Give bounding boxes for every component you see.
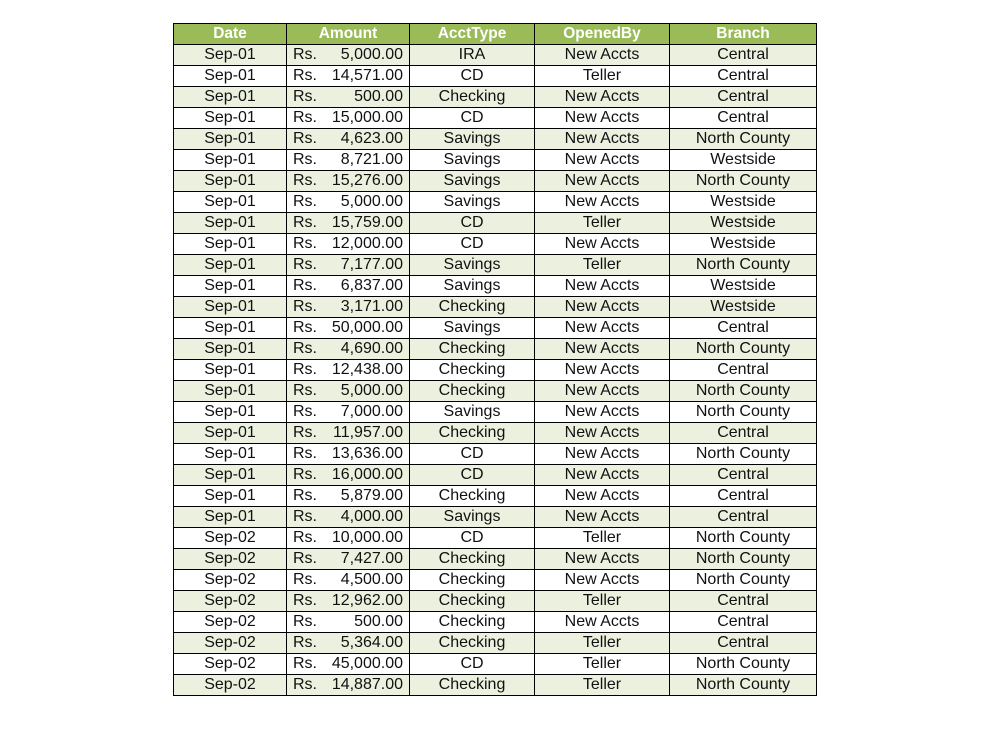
amount-value: 4,500.00 [340, 571, 403, 588]
cell-date: Sep-02 [174, 675, 287, 696]
cell-branch: Central [670, 45, 817, 66]
table-row [174, 339, 817, 360]
cell-amount [287, 549, 410, 570]
amount-value: 14,571.00 [331, 67, 403, 84]
currency-label: Rs. [293, 277, 317, 294]
cell-date: Sep-01 [174, 171, 287, 192]
cell-branch: Central [670, 507, 817, 528]
cell-branch: North County [670, 675, 817, 696]
currency-label: Rs. [293, 592, 317, 609]
table-row [174, 549, 817, 570]
cell-branch: North County [670, 570, 817, 591]
header-accttype: AcctType [410, 24, 535, 45]
cell-amount [287, 234, 410, 255]
cell-branch: Westside [670, 192, 817, 213]
currency-label: Rs. [293, 508, 317, 525]
table-row [174, 507, 817, 528]
amount-value: 7,427.00 [340, 550, 403, 567]
cell-date: Sep-02 [174, 612, 287, 633]
currency-label: Rs. [293, 424, 317, 441]
cell-branch: Central [670, 465, 817, 486]
cell-openedby: New Accts [535, 87, 670, 108]
cell-date: Sep-01 [174, 465, 287, 486]
cell-date: Sep-01 [174, 339, 287, 360]
cell-date: Sep-01 [174, 276, 287, 297]
cell-accttype: Checking [410, 297, 535, 318]
cell-date: Sep-01 [174, 108, 287, 129]
currency-label: Rs. [293, 571, 317, 588]
table-row [174, 633, 817, 654]
cell-accttype: Checking [410, 633, 535, 654]
cell-date: Sep-01 [174, 45, 287, 66]
cell-amount [287, 360, 410, 381]
table-row [174, 255, 817, 276]
cell-branch: Westside [670, 150, 817, 171]
cell-accttype: CD [410, 528, 535, 549]
header-openedby: OpenedBy [535, 24, 670, 45]
cell-branch: North County [670, 444, 817, 465]
table-body [174, 45, 817, 696]
table-row [174, 297, 817, 318]
cell-accttype: Savings [410, 402, 535, 423]
table-row [174, 213, 817, 234]
cell-accttype: Checking [410, 381, 535, 402]
currency-label: Rs. [293, 361, 317, 378]
cell-openedby: New Accts [535, 444, 670, 465]
currency-label: Rs. [293, 403, 317, 420]
table-row [174, 192, 817, 213]
cell-date: Sep-01 [174, 381, 287, 402]
cell-branch: North County [670, 549, 817, 570]
cell-branch: North County [670, 654, 817, 675]
cell-branch: Central [670, 108, 817, 129]
cell-openedby: New Accts [535, 45, 670, 66]
header-date: Date [174, 24, 287, 45]
cell-branch: Westside [670, 297, 817, 318]
cell-amount [287, 612, 410, 633]
cell-amount [287, 171, 410, 192]
amount-value: 4,623.00 [340, 130, 403, 147]
amount-value: 4,000.00 [340, 508, 403, 525]
currency-label: Rs. [293, 634, 317, 651]
cell-amount [287, 633, 410, 654]
cell-date: Sep-02 [174, 528, 287, 549]
cell-amount [287, 423, 410, 444]
cell-date: Sep-01 [174, 423, 287, 444]
cell-branch: North County [670, 255, 817, 276]
table-row [174, 570, 817, 591]
cell-amount [287, 87, 410, 108]
amount-value: 12,438.00 [331, 361, 403, 378]
currency-label: Rs. [293, 88, 317, 105]
cell-openedby: Teller [535, 66, 670, 87]
cell-accttype: Savings [410, 150, 535, 171]
cell-amount [287, 150, 410, 171]
table-row [174, 444, 817, 465]
cell-amount [287, 66, 410, 87]
cell-openedby: New Accts [535, 129, 670, 150]
currency-label: Rs. [293, 256, 317, 273]
cell-accttype: Checking [410, 339, 535, 360]
cell-date: Sep-01 [174, 297, 287, 318]
table-row [174, 171, 817, 192]
table-row [174, 486, 817, 507]
amount-value: 5,879.00 [340, 487, 403, 504]
amount-value: 5,364.00 [340, 634, 403, 651]
cell-openedby: New Accts [535, 402, 670, 423]
cell-branch: Central [670, 486, 817, 507]
amount-value: 5,000.00 [340, 382, 403, 399]
amount-value: 12,000.00 [331, 235, 403, 252]
amount-value: 5,000.00 [340, 46, 403, 63]
table-row [174, 381, 817, 402]
table-row [174, 150, 817, 171]
cell-accttype: Checking [410, 360, 535, 381]
currency-label: Rs. [293, 46, 317, 63]
amount-value: 7,177.00 [340, 256, 403, 273]
cell-accttype: Savings [410, 171, 535, 192]
currency-label: Rs. [293, 172, 317, 189]
table-header [174, 24, 817, 45]
amount-value: 50,000.00 [331, 319, 403, 336]
cell-amount [287, 297, 410, 318]
cell-accttype: CD [410, 108, 535, 129]
cell-openedby: Teller [535, 213, 670, 234]
table-row [174, 276, 817, 297]
cell-amount [287, 465, 410, 486]
amount-value: 7,000.00 [340, 403, 403, 420]
cell-openedby: New Accts [535, 108, 670, 129]
cell-amount [287, 507, 410, 528]
cell-accttype: Checking [410, 486, 535, 507]
cell-date: Sep-02 [174, 549, 287, 570]
cell-date: Sep-01 [174, 402, 287, 423]
cell-branch: Central [670, 318, 817, 339]
cell-branch: Central [670, 423, 817, 444]
currency-label: Rs. [293, 487, 317, 504]
cell-amount [287, 129, 410, 150]
cell-accttype: Checking [410, 549, 535, 570]
cell-date: Sep-01 [174, 129, 287, 150]
cell-amount [287, 45, 410, 66]
cell-openedby: New Accts [535, 297, 670, 318]
currency-label: Rs. [293, 445, 317, 462]
currency-label: Rs. [293, 676, 317, 693]
amount-value: 500.00 [354, 613, 403, 630]
amount-value: 15,759.00 [331, 214, 403, 231]
amount-value: 8,721.00 [340, 151, 403, 168]
table-row [174, 402, 817, 423]
cell-amount [287, 276, 410, 297]
cell-openedby: New Accts [535, 612, 670, 633]
cell-openedby: Teller [535, 675, 670, 696]
cell-openedby: New Accts [535, 192, 670, 213]
cell-branch: North County [670, 402, 817, 423]
cell-accttype: Checking [410, 675, 535, 696]
cell-branch: Westside [670, 234, 817, 255]
cell-openedby: New Accts [535, 486, 670, 507]
amount-value: 5,000.00 [340, 193, 403, 210]
table-row [174, 129, 817, 150]
currency-label: Rs. [293, 298, 317, 315]
header-branch: Branch [670, 24, 817, 45]
table-row [174, 45, 817, 66]
cell-date: Sep-02 [174, 633, 287, 654]
cell-amount [287, 402, 410, 423]
currency-label: Rs. [293, 319, 317, 336]
cell-accttype: Savings [410, 318, 535, 339]
currency-label: Rs. [293, 466, 317, 483]
cell-openedby: Teller [535, 255, 670, 276]
currency-label: Rs. [293, 340, 317, 357]
cell-openedby: Teller [535, 633, 670, 654]
cell-date: Sep-01 [174, 255, 287, 276]
cell-amount [287, 486, 410, 507]
cell-amount [287, 318, 410, 339]
cell-accttype: Checking [410, 423, 535, 444]
cell-accttype: CD [410, 234, 535, 255]
cell-openedby: New Accts [535, 150, 670, 171]
currency-label: Rs. [293, 193, 317, 210]
cell-date: Sep-02 [174, 654, 287, 675]
cell-branch: Central [670, 633, 817, 654]
cell-branch: Central [670, 612, 817, 633]
cell-branch: Central [670, 360, 817, 381]
amount-value: 16,000.00 [331, 466, 403, 483]
table-row [174, 318, 817, 339]
amount-value: 4,690.00 [340, 340, 403, 357]
cell-openedby: New Accts [535, 360, 670, 381]
cell-amount [287, 444, 410, 465]
table-row [174, 423, 817, 444]
cell-date: Sep-02 [174, 591, 287, 612]
currency-label: Rs. [293, 235, 317, 252]
table-row [174, 612, 817, 633]
amount-value: 45,000.00 [331, 655, 403, 672]
cell-amount [287, 192, 410, 213]
cell-branch: North County [670, 528, 817, 549]
table-row [174, 528, 817, 549]
cell-amount [287, 591, 410, 612]
cell-date: Sep-01 [174, 360, 287, 381]
currency-label: Rs. [293, 655, 317, 672]
cell-date: Sep-01 [174, 234, 287, 255]
table-row [174, 66, 817, 87]
cell-date: Sep-02 [174, 570, 287, 591]
amount-value: 15,000.00 [331, 109, 403, 126]
cell-amount [287, 255, 410, 276]
amount-value: 10,000.00 [331, 529, 403, 546]
cell-date: Sep-01 [174, 66, 287, 87]
cell-branch: Westside [670, 276, 817, 297]
cell-branch: North County [670, 171, 817, 192]
cell-openedby: Teller [535, 654, 670, 675]
cell-accttype: IRA [410, 45, 535, 66]
cell-openedby: New Accts [535, 234, 670, 255]
cell-openedby: Teller [535, 528, 670, 549]
cell-date: Sep-01 [174, 87, 287, 108]
cell-branch: North County [670, 129, 817, 150]
accounts-table [173, 23, 817, 696]
cell-amount [287, 339, 410, 360]
cell-openedby: New Accts [535, 381, 670, 402]
cell-date: Sep-01 [174, 213, 287, 234]
cell-date: Sep-01 [174, 150, 287, 171]
cell-branch: Central [670, 66, 817, 87]
amount-value: 11,957.00 [333, 424, 403, 441]
cell-accttype: Savings [410, 129, 535, 150]
cell-accttype: Checking [410, 570, 535, 591]
amount-value: 13,636.00 [331, 445, 403, 462]
cell-accttype: Savings [410, 192, 535, 213]
amount-value: 3,171.00 [340, 298, 403, 315]
cell-accttype: CD [410, 654, 535, 675]
currency-label: Rs. [293, 529, 317, 546]
cell-openedby: New Accts [535, 570, 670, 591]
cell-openedby: New Accts [535, 339, 670, 360]
currency-label: Rs. [293, 109, 317, 126]
cell-branch: North County [670, 381, 817, 402]
currency-label: Rs. [293, 382, 317, 399]
cell-openedby: New Accts [535, 465, 670, 486]
cell-amount [287, 654, 410, 675]
currency-label: Rs. [293, 613, 317, 630]
currency-label: Rs. [293, 214, 317, 231]
cell-branch: Westside [670, 213, 817, 234]
cell-openedby: New Accts [535, 318, 670, 339]
cell-date: Sep-01 [174, 444, 287, 465]
cell-amount [287, 675, 410, 696]
header-amount: Amount [287, 24, 410, 45]
cell-branch: Central [670, 591, 817, 612]
cell-accttype: Checking [410, 612, 535, 633]
cell-openedby: Teller [535, 591, 670, 612]
amount-value: 15,276.00 [331, 172, 403, 189]
cell-accttype: Checking [410, 87, 535, 108]
header-row [174, 24, 817, 45]
cell-date: Sep-01 [174, 486, 287, 507]
cell-accttype: CD [410, 213, 535, 234]
table-row [174, 234, 817, 255]
cell-accttype: Savings [410, 255, 535, 276]
cell-amount [287, 213, 410, 234]
cell-date: Sep-01 [174, 318, 287, 339]
table-row [174, 465, 817, 486]
cell-amount [287, 381, 410, 402]
cell-date: Sep-01 [174, 192, 287, 213]
cell-accttype: Savings [410, 276, 535, 297]
cell-amount [287, 528, 410, 549]
table-row [174, 591, 817, 612]
cell-amount [287, 570, 410, 591]
currency-label: Rs. [293, 130, 317, 147]
currency-label: Rs. [293, 550, 317, 567]
cell-accttype: CD [410, 66, 535, 87]
cell-openedby: New Accts [535, 276, 670, 297]
cell-branch: Central [670, 87, 817, 108]
amount-value: 500.00 [354, 88, 403, 105]
table-row [174, 654, 817, 675]
table-row [174, 675, 817, 696]
cell-openedby: New Accts [535, 423, 670, 444]
cell-openedby: New Accts [535, 171, 670, 192]
table-row [174, 108, 817, 129]
amount-value: 6,837.00 [340, 277, 403, 294]
cell-accttype: Savings [410, 507, 535, 528]
cell-openedby: New Accts [535, 549, 670, 570]
currency-label: Rs. [293, 151, 317, 168]
amount-value: 12,962.00 [331, 592, 403, 609]
cell-accttype: CD [410, 444, 535, 465]
cell-accttype: Checking [410, 591, 535, 612]
cell-accttype: CD [410, 465, 535, 486]
table-row [174, 87, 817, 108]
cell-openedby: New Accts [535, 507, 670, 528]
amount-value: 14,887.00 [331, 676, 403, 693]
cell-branch: North County [670, 339, 817, 360]
table-row [174, 360, 817, 381]
currency-label: Rs. [293, 67, 317, 84]
cell-amount [287, 108, 410, 129]
cell-date: Sep-01 [174, 507, 287, 528]
